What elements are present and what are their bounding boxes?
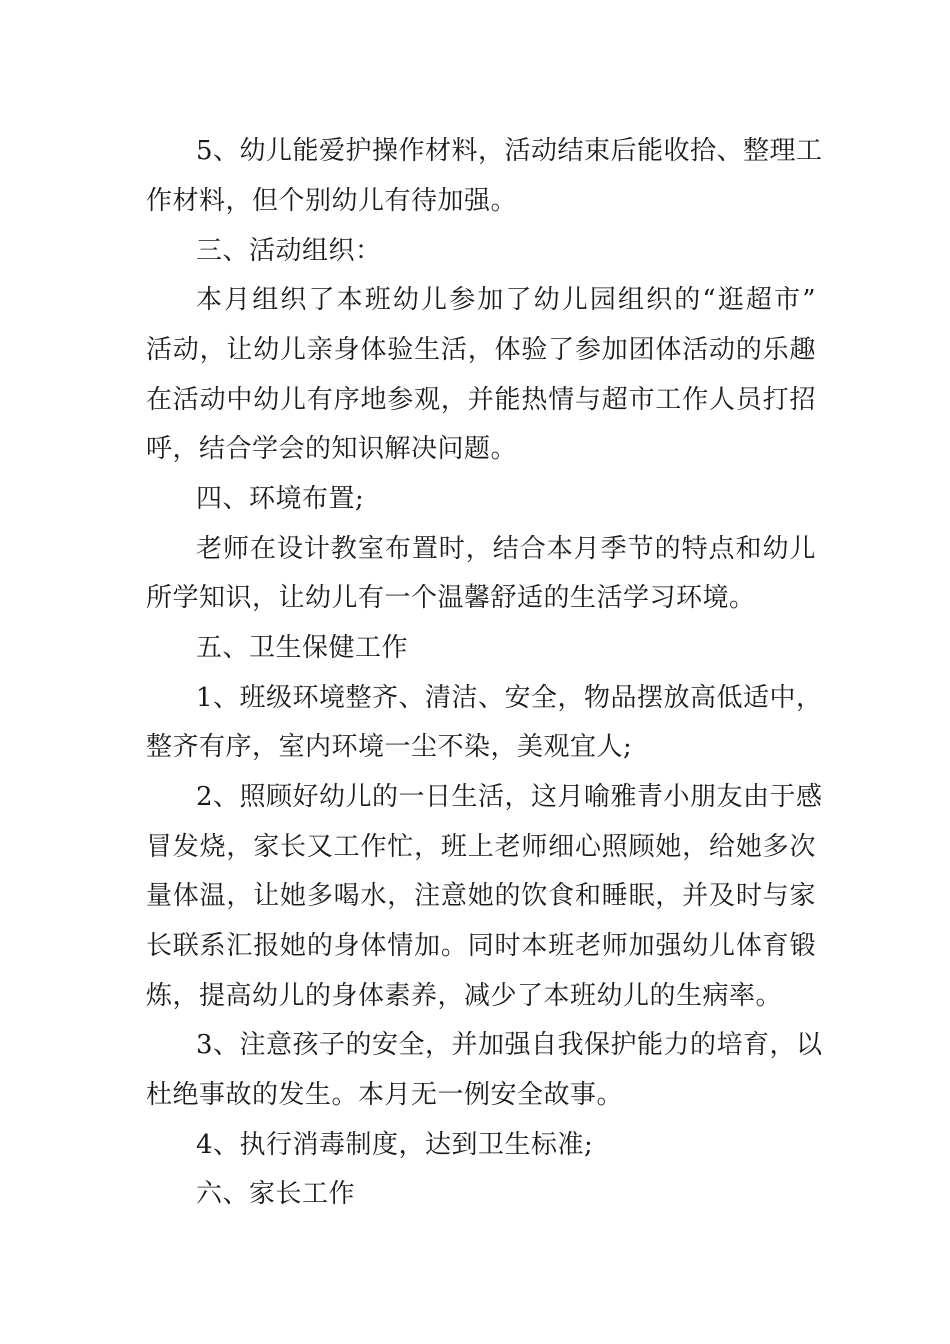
text-line: 老师在设计教室布置时，结合本月季节的特点和幼儿 bbox=[196, 534, 816, 564]
text-line: 4、执行消毒制度，达到卫生标准; bbox=[196, 1130, 594, 1160]
text-line: 炼，提高幼儿的身体素养，减少了本班幼儿的生病率。 bbox=[146, 981, 783, 1011]
text-line: 长联系汇报她的身体情加。同时本班老师加强幼儿体育锻 bbox=[146, 931, 816, 961]
text-line: 所学知识，让幼儿有一个温馨舒适的生活学习环境。 bbox=[146, 583, 756, 613]
text-line: 整齐有序，室内环境一尘不染，美观宜人; bbox=[146, 732, 633, 762]
text-line: 冒发烧，家长又工作忙，班上老师细心照顾她，给她多次 bbox=[146, 832, 816, 862]
text-line: 3、注意孩子的安全，并加强自我保护能力的培育，以 bbox=[196, 1030, 823, 1060]
section-heading: 五、卫生保健工作 bbox=[196, 633, 409, 663]
text-line: 5、幼儿能爱护操作材料，活动结束后能收拾、整理工 bbox=[196, 136, 823, 166]
text-line: 1、班级环境整齐、清洁、安全，物品摆放高低适中， bbox=[196, 683, 823, 713]
text-line: 在活动中幼儿有序地参观，并能热情与超市工作人员打招 bbox=[146, 385, 816, 415]
section-heading: 三、活动组织： bbox=[196, 236, 382, 266]
text-line: 活动，让幼儿亲身体验生活，体验了参加团体活动的乐趣 bbox=[146, 335, 816, 365]
text-line: 量体温，让她多喝水，注意她的饮食和睡眠，并及时与家 bbox=[146, 881, 816, 911]
text-line: 作材料，但个别幼儿有待加强。 bbox=[146, 186, 518, 216]
text-line: 本月组织了本班幼儿参加了幼儿园组织的“逛超市” bbox=[196, 285, 816, 315]
text-line: 呼，结合学会的知识解决问题。 bbox=[146, 434, 518, 464]
text-line: 2、照顾好幼儿的一日生活，这月喻雅青小朋友由于感 bbox=[196, 782, 823, 812]
text-line: 杜绝事故的发生。本月无一例安全故事。 bbox=[146, 1080, 624, 1110]
section-heading: 四、环境布置; bbox=[196, 484, 365, 514]
section-heading: 六、家长工作 bbox=[196, 1179, 356, 1209]
